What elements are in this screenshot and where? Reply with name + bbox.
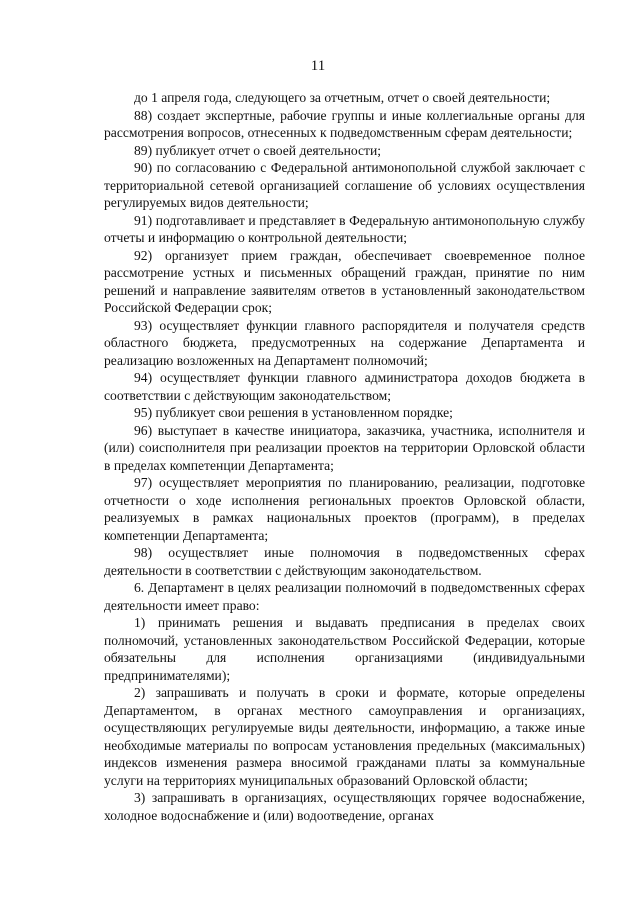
paragraph-item-92: 92) организует прием граждан, обеспечивает своевременное полное рассмотрение устных и письменных обращений граждан, принятие по ним решений и направление заявителям ответов в установленный законодательством Российской Федерации срок;	[104, 247, 585, 315]
paragraph-item-88: 88) создает экспертные, рабочие группы и иные коллегиальные органы для рассмотрения вопросов, отнесенных к подведомственным сферам деятельности;	[104, 107, 585, 140]
paragraph-item-89: 89) публикует отчет о своей деятельности;	[134, 142, 382, 158]
paragraph-item-90: 90) по согласованию с Федеральной антимонопольной службой заключает с территориальной сетевой организацией соглашение об условиях осуществления регулируемых видов деятельности;	[104, 160, 585, 210]
page-number: 11	[310, 58, 326, 74]
paragraph-item-94: 94) осуществляет функции главного администратора доходов бюджета в соответствии с действующим законодательством;	[104, 370, 585, 403]
paragraph-right-1: 1) принимать решения и выдавать предписания в пределах своих полномочий, установленных законодательством Российской Федерации, которые обязательны для исполнения организациями (индивидуальными предпринимателями);	[104, 615, 585, 683]
paragraph-right-2: 2) запрашивать и получать в сроки и формате, которые определены Департаментом, в органах местного самоуправления и организациях, осуществляющих регулируемые виды деятельности, информацию, а также иные необходимые материалы по вопросам установления предельных (максимальных) индексов изменения размера вносимой гражданами платы за коммунальные услуги на территориях муниципальных образований Орловской области;	[104, 685, 585, 788]
paragraph-item-98: 98) осуществляет иные полномочия в подведомственных сферах деятельности в соответствии с действующим законодательством.	[104, 545, 585, 578]
paragraph-section-6: 6. Департамент в целях реализации полномочий в подведомственных сферах деятельности имеет право:	[104, 580, 585, 613]
paragraph-item-93: 93) осуществляет функции главного распорядителя и получателя средств областного бюджета, предусмотренных на содержание Департамента и реализацию возложенных на Департамент полномочий;	[104, 317, 585, 368]
paragraph-item-96: 96) выступает в качестве инициатора, заказчика, участника, исполнителя и (или) соисполнителя при реализации проектов на территории Орловской области в пределах компетенции Департамента;	[104, 422, 585, 473]
paragraph-right-3: 3) запрашивать в организациях, осуществляющих горячее водоснабжение, холодное водоснабжение и (или) водоотведение, органах	[104, 790, 585, 823]
paragraph-item-91: 91) подготавливает и представляет в Федеральную антимонопольную службу отчеты и информацию о контрольной деятельности;	[104, 212, 585, 245]
paragraph-item-97: 97) осуществляет мероприятия по планированию, реализации, подготовке отчетности о ходе исполнения региональных проектов Орловской области, реализуемых в рамках национальных проектов (программ), в пределах компетенции Департамента;	[104, 475, 585, 543]
document-body	[104, 89, 585, 824]
paragraph-item-95: 95) публикует свои решения в установленном порядке;	[134, 405, 453, 420]
paragraph-continuation: до 1 апреля года, следующего за отчетным, отчет о своей деятельности;	[134, 90, 551, 105]
